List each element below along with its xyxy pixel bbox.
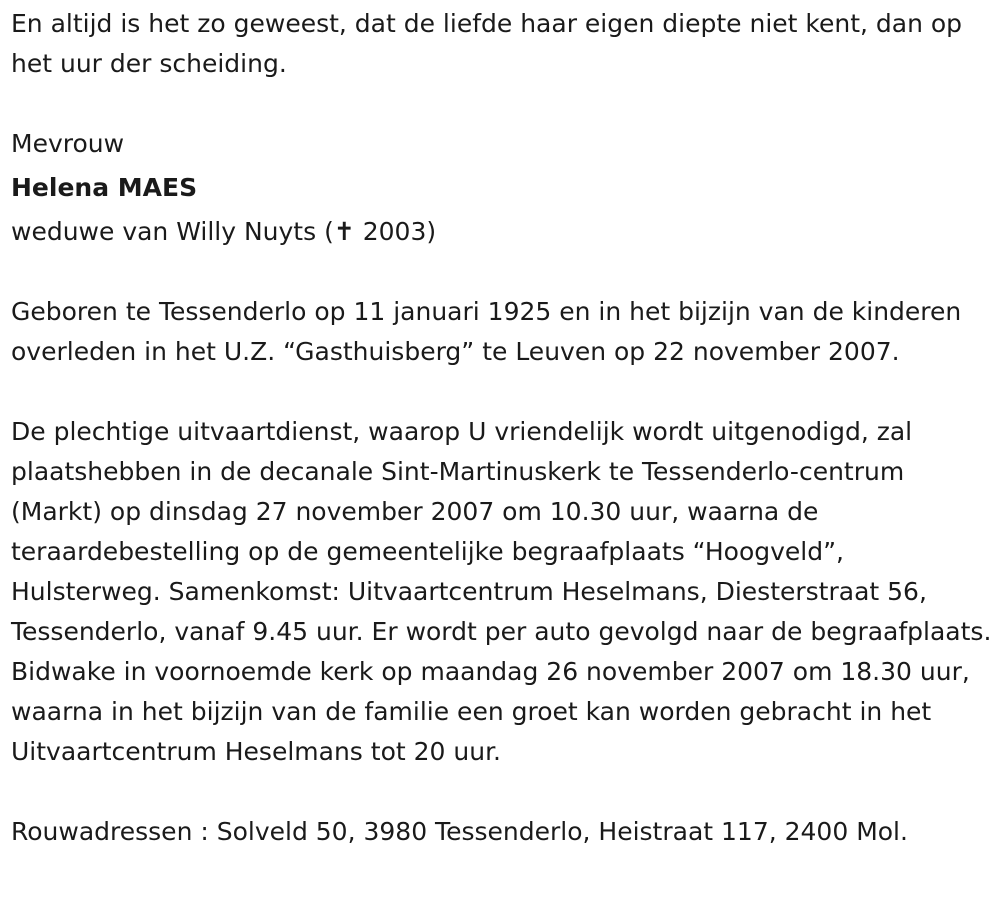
cross-icon: ✝ — [333, 217, 355, 246]
salutation: Mevrouw — [11, 129, 125, 158]
birth-death-paragraph: Geboren te Tessenderlo op 11 januari 1925 en in het bijzijn van de kinderen overleden in het U.Z. “Gasthuisberg” te Leuven op 22 november 2007. — [11, 297, 962, 366]
spacer — [11, 372, 992, 412]
widow-year: 2003) — [354, 217, 437, 246]
spacer — [11, 772, 992, 812]
spacer — [11, 84, 992, 124]
deceased-name: Helena MAES — [11, 173, 198, 202]
spacer — [11, 252, 992, 292]
widow-line — [11, 212, 992, 252]
funeral-paragraph: De plechtige uitvaartdienst, waarop U vriendelijk wordt uitgenodigd, zal plaatshebben in de decanale Sint-Martinuskerk te Tessenderlo-centrum (Markt) op dinsdag 27 november 2007 om 10.30 uur, waarna de teraardebestelling op de gemeentelijke begraafplaats “Hoogveld”, Hulsterweg. Samenkomst: Uitvaartcentrum Heselmans, Diesterstraat 56, Tessenderlo, vanaf 9.45 uur. Er wordt per auto gevolgd naar de begraafplaats. Bidwake in voornoemde kerk op maandag 26 november 2007 om 18.30 uur, waarna in het bijzijn van de familie een groet kan worden gebracht in het Uitvaartcentrum Heselmans tot 20 uur. — [11, 417, 992, 766]
widow-prefix: weduwe van Willy Nuyts ( — [11, 217, 334, 246]
mourning-addresses: Rouwadressen : Solveld 50, 3980 Tessenderlo, Heistraat 117, 2400 Mol. — [11, 817, 908, 846]
intro-quote: En altijd is het zo geweest, dat de liefde haar eigen diepte niet kent, dan op het uur der scheiding. — [11, 9, 963, 78]
